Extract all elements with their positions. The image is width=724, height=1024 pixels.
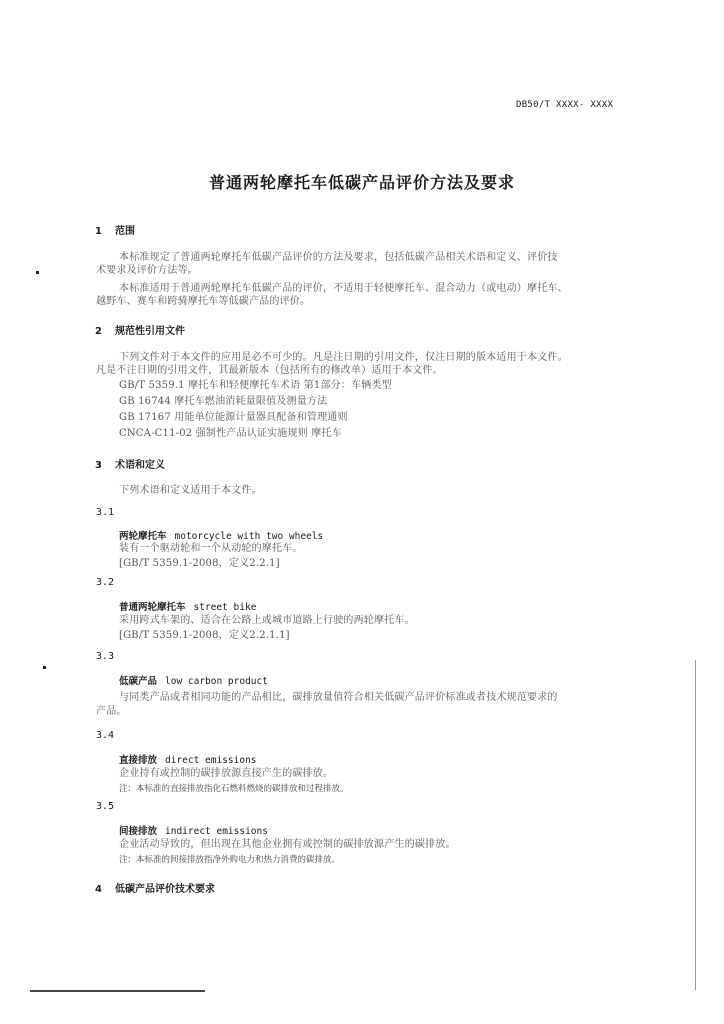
reference-item: CNCA-C11-02 强制性产品认证实施规则 摩托车 <box>119 428 342 439</box>
term-number: 3.5 <box>96 801 115 812</box>
reference-item: GB 17167 用能单位能源计量器具配备和管理通则 <box>119 412 348 423</box>
scan-speck <box>36 271 39 274</box>
reference-item: GB 16744 摩托车燃油消耗量限值及测量方法 <box>119 396 328 407</box>
term-definition: 装有一个驱动轮和一个从动轮的摩托车。 <box>119 543 303 554</box>
document-title: 普通两轮摩托车低碳产品评价方法及要求 <box>208 173 515 192</box>
term-definition: 企业活动导致的，但出现在其他企业拥有或控制的碳排放源产生的碳排放。 <box>119 839 456 850</box>
reference-item: GB/T 5359.1 摩托车和轻便摩托车术语 第1部分：车辆类型 <box>119 380 392 391</box>
term-heading: 直接排放 direct emissions <box>119 755 257 766</box>
section-1-heading: 1 范围 <box>95 226 135 237</box>
term-number: 3.1 <box>96 507 115 518</box>
term-source: [GB/T 5359.1-2008，定义2.2.1] <box>119 558 280 569</box>
section-1-para-1-cont: 术要求及评价方法等。 <box>96 265 198 276</box>
term-number: 3.3 <box>96 651 115 662</box>
term-heading: 间接排放 indirect emissions <box>119 826 268 837</box>
section-4-heading: 4 低碳产品评价技术要求 <box>95 884 215 895</box>
term-heading: 普通两轮摩托车 street bike <box>119 602 257 613</box>
term-number: 3.2 <box>96 577 115 588</box>
term-definition: 采用跨式车架的、适合在公路上或城市道路上行驶的两轮摩托车。 <box>119 615 415 626</box>
section-2-para-1: 下列文件对于本文件的应用是必不可少的。凡是注日期的引用文件，仅注日期的版本适用于本文件。 <box>119 352 568 363</box>
term-note: 注：本标准的间接排放指净外购电力和热力消费的碳排放。 <box>119 855 341 865</box>
scan-speck <box>43 666 46 669</box>
term-heading: 两轮摩托车 motorcycle with two wheels <box>119 531 324 542</box>
term-definition: 与同类产品或者相同功能的产品相比，碳排放量值符合相关低碳产品评价标准或者技术规范要求的 <box>119 692 558 703</box>
section-2-para-1-cont: 凡是不注日期的引用文件，其最新版本（包括所有的修改单）适用于本文件。 <box>96 365 443 376</box>
section-2-heading: 2 规范性引用文件 <box>95 326 185 337</box>
scan-bottom-line <box>30 990 205 992</box>
section-1-para-1: 本标准规定了普通两轮摩托车低碳产品评价的方法及要求，包括低碳产品相关术语和定义、评价技 <box>119 252 558 263</box>
term-source: [GB/T 5359.1-2008，定义2.2.1.1] <box>119 630 290 641</box>
term-heading: 低碳产品 low carbon product <box>119 676 268 687</box>
section-3-heading: 3 术语和定义 <box>95 460 165 471</box>
term-definition: 企业持有或控制的碳排放源直接产生的碳排放。 <box>119 768 334 779</box>
document-code: DB50/T XXXX- XXXX <box>516 100 614 110</box>
term-note: 注：本标准的直接排放指化石燃料燃烧的碳排放和过程排放。 <box>119 784 349 794</box>
section-1-para-2-cont: 越野车、赛车和跨骑摩托车等低碳产品的评价。 <box>96 296 311 307</box>
section-3-intro: 下列术语和定义适用于本文件。 <box>119 485 262 496</box>
section-1-para-2: 本标准适用于普通两轮摩托车低碳产品的评价，不适用于轻便摩托车、混合动力（或电动）摩托车、 <box>119 283 568 294</box>
term-number: 3.4 <box>96 730 115 741</box>
scan-edge-line <box>695 660 696 990</box>
term-definition-cont: 产品。 <box>96 706 127 717</box>
